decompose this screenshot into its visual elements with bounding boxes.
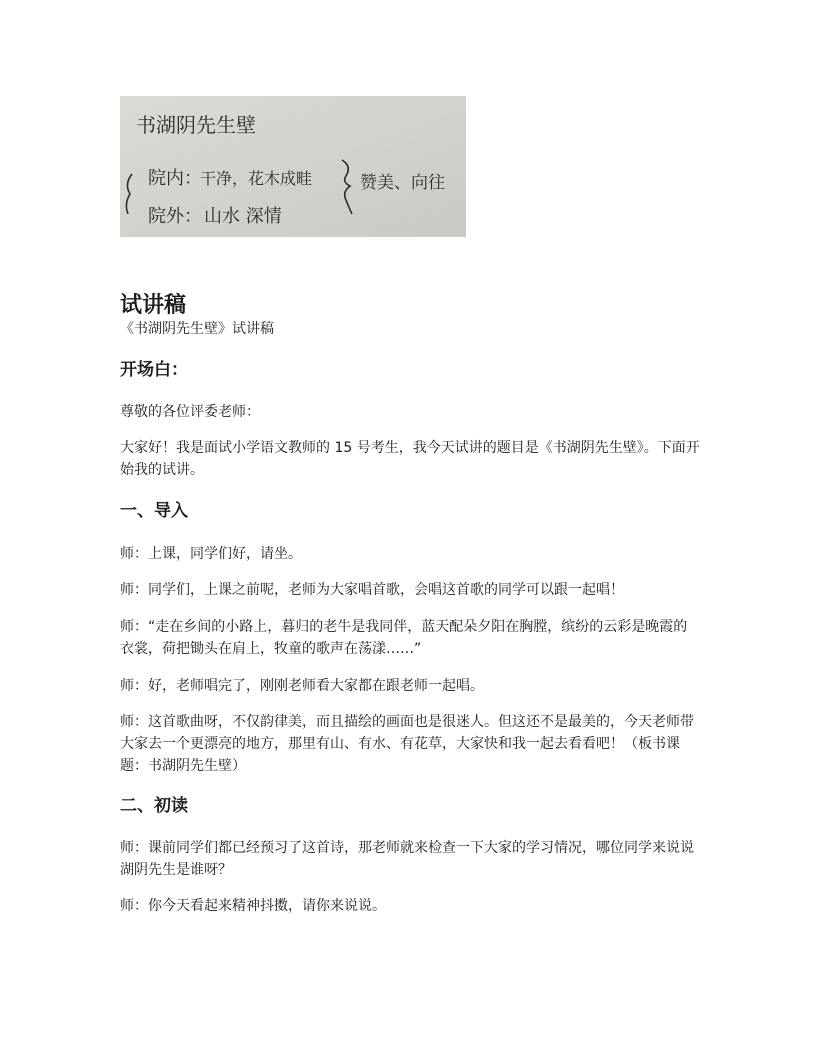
doc-title: 试讲稿 <box>120 293 187 318</box>
right-brace-icon <box>342 160 352 214</box>
paragraph: 大家好！我是面试小学语文教师的 15 号考生，我今天试讲的题目是《书湖阴先生壁》。下面开始我的试讲。 <box>120 440 700 478</box>
doc-subtitle: 《书湖阴先生壁》试讲稿 <box>120 321 274 337</box>
paragraph: 师：课前同学们都已经预习了这首诗，那老师就来检查一下大家的学习情况，哪位同学来说说湖阴先生是谁呀？ <box>120 840 694 878</box>
paragraph: 师：“走在乡间的小路上，暮归的老牛是我同伴，蓝天配朵夕阳在胸膛，缤纷的云彩是晚霞的衣裳，荷把锄头在肩上，牧童的歌声在荡漾……” <box>120 619 688 657</box>
paragraph: 师：好，老师唱完了，刚刚老师看大家都在跟老师一起唱。 <box>120 678 484 694</box>
board-line1-label: 院内： <box>148 168 202 189</box>
board-line1-text: 干净，花木成畦 <box>200 169 313 188</box>
left-brace-icon <box>126 174 132 214</box>
board-line2-text: 山水 深情 <box>204 206 282 227</box>
paragraph: 师：上课，同学们好，请坐。 <box>120 546 302 562</box>
board-line2-label: 院外： <box>148 206 202 227</box>
document-page <box>120 96 700 237</box>
paragraph: 师：这首歌曲呀，不仅韵律美，而且描绘的画面也是很迷人。但这还不是最美的，今天老师带大家去一个更漂亮的地方，那里有山、有水、有花草，大家快和我一起去看看吧！（板书课题：书湖阴先生壁） <box>120 714 694 774</box>
handwritten-blackboard-image <box>120 96 466 237</box>
board-title: 书湖阴先生壁 <box>136 113 256 137</box>
section-heading-opening: 开场白： <box>120 360 188 380</box>
handwriting-svg <box>120 96 466 237</box>
paragraph: 师：你今天看起来精神抖擞，请你来说说。 <box>120 898 386 914</box>
paragraph: 尊敬的各位评委老师： <box>120 404 260 420</box>
paragraph: 师：同学们，上课之前呢，老师为大家唱首歌，会唱这首歌的同学可以跟一起唱！ <box>120 582 624 598</box>
section-heading-first-read: 二、初读 <box>120 796 188 816</box>
board-conclusion: 赞美、向往 <box>360 173 445 193</box>
section-heading-intro: 一、导入 <box>120 501 188 521</box>
